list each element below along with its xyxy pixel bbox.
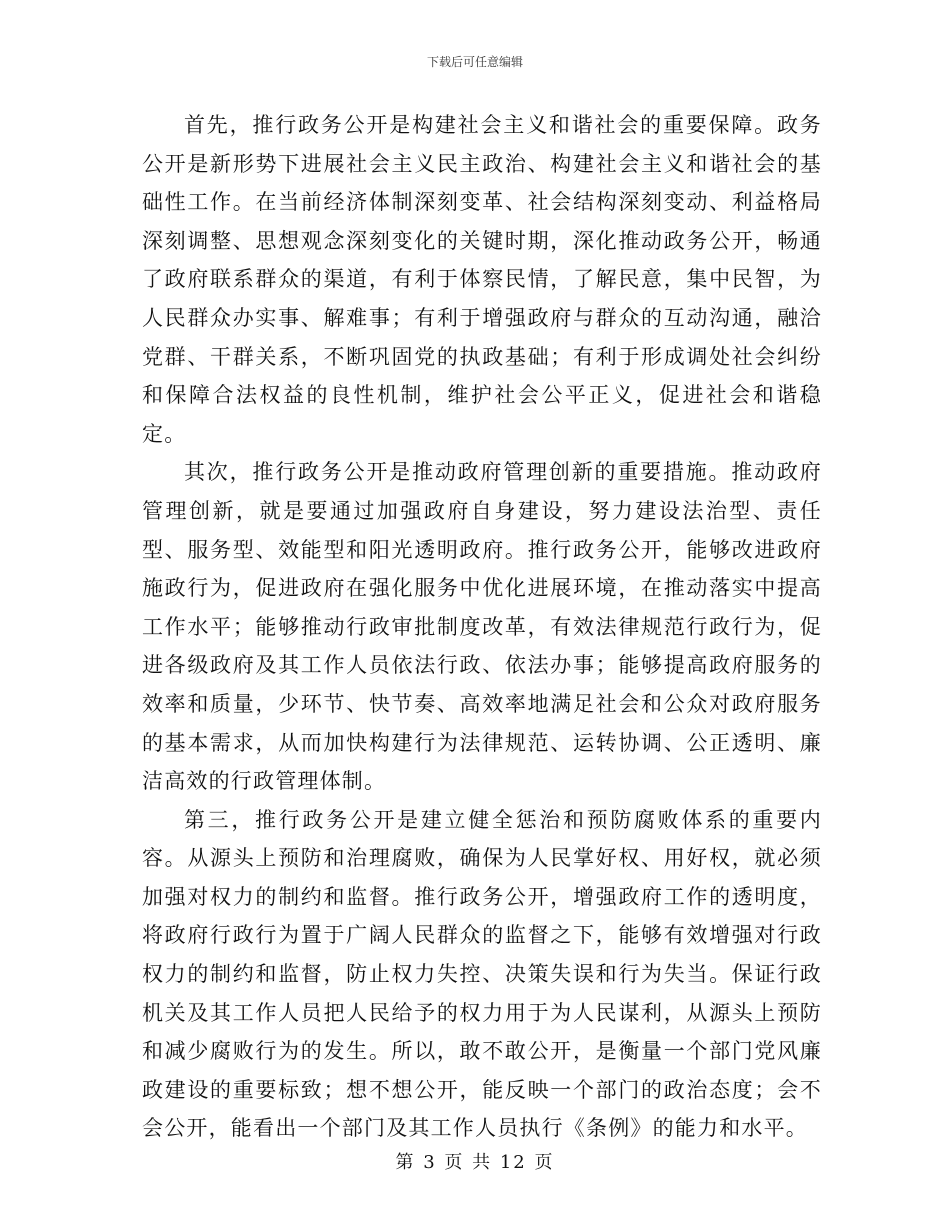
paragraph-second: 其次，推行政务公开是推动政府管理创新的重要措施。推动政府管理创新，就是要通过加强政府自身建设，努力建设法治型、责任型、服务型、效能型和阳光透明政府。推行政务公开，能够改进政府施政行为，促进政府在强化服务中优化进展环境，在推动落实中提高工作水平；能够推动行政审批制度改革，有效法律规范行政行为，促进各级政府及其工作人员依法行政、依法办事；能够提高政府服务的效率和质量，少环节、快节奏、高效率地满足社会和公众对政府服务的基本需求，从而加快构建行为法律规范、运转协调、公正透明、廉洁高效的行政管理体制。 xyxy=(142,460,822,794)
paragraph-third: 第三，推行政务公开是建立健全惩治和预防腐败体系的重要内容。从源头上预防和治理腐败，确保为人民掌好权、用好权，就必须加强对权力的制约和监督。推行政务公开，增强政府工作的透明度，将政府行政行为置于广阔人民群众的监督之下，能够有效增强对行政权力的制约和监督，防止权力失控、决策失误和行为失当。保证行政机关及其工作人员把人民给予的权力用于为人民谋利，从源头上预防和减少腐败行为的发生。所以，敢不敢公开，是衡量一个部门党风廉政建设的重要标致；想不想公开，能反映一个部门的政治态度；会不会公开，能看出一个部门及其工作人员执行《条例》的能力和水平。 xyxy=(142,807,822,1141)
page-number-footer: 第 3 页 共 12 页 xyxy=(395,1152,555,1173)
page-header-note: 下载后可任意编辑 xyxy=(426,55,523,69)
paragraph-first: 首先，推行政务公开是构建社会主义和谐社会的重要保障。政务公开是新形势下进展社会主义民主政治、构建社会主义和谐社会的基础性工作。在当前经济体制深刻变革、社会结构深刻变动、利益格局深刻调整、思想观念深刻变化的关键时期，深化推动政务公开，畅通了政府联系群众的渠道，有利于体察民情，了解民意，集中民智，为人民群众办实事、解难事；有利于增强政府与群众的互动沟通，融洽党群、干群关系，不断巩固党的执政基础；有利于形成调处社会纠纷和保障合法权益的良性机制，维护社会公平正义，促进社会和谐稳定。 xyxy=(142,113,822,446)
document-body xyxy=(142,106,822,1148)
